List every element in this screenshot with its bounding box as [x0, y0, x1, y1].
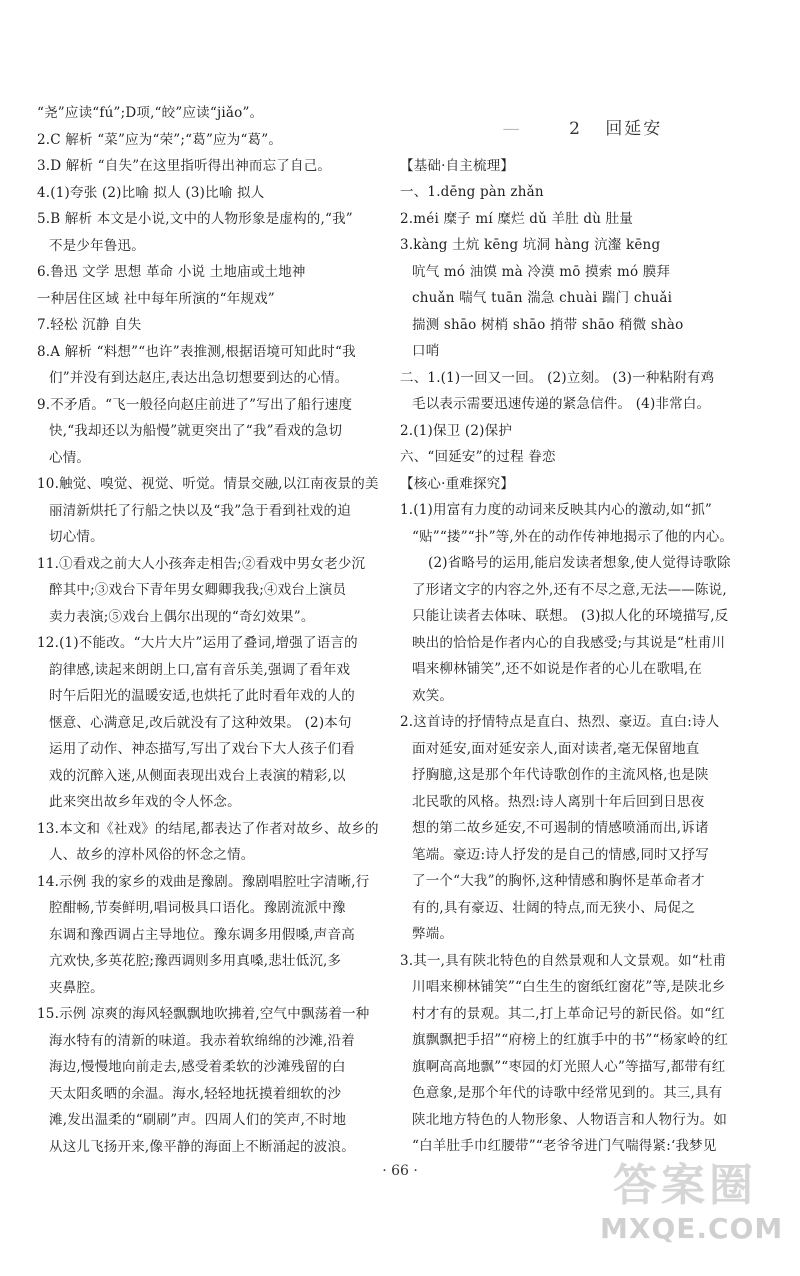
answer-line: 运用了动作、神态描写,写出了戏台下大人孩子们看 — [49, 741, 355, 757]
answer-line: 二、1.(1)一回又一回。 (2)立刻。 (3)一种粘附有鸡 — [400, 369, 715, 386]
page-number: · 66 · — [382, 1163, 418, 1179]
answer-line: 3.D 解析 “自失”在这里指听得出神而忘了自己。 — [37, 158, 332, 174]
answer-line: 4.(1)夸张 (2)比喻 拟人 (3)比喻 拟人 — [37, 184, 265, 201]
section-heading: 【核心·重难探究】 — [400, 475, 515, 492]
lesson-title-text: 回延安 — [605, 119, 663, 139]
answer-line: 2.C 解析 “菜”应为“荣”;“葛”应为“葛”。 — [37, 131, 283, 148]
answer-line: 有的,具有豪迈、壮阔的特点,而无狭小、局促之 — [412, 899, 695, 916]
answer-line: 海边,慢慢地向前走去,感受着柔软的沙滩残留的白 — [49, 1059, 346, 1075]
answer-line: 们”并没有到达赵庄,表达出急切想要到达的心情。 — [49, 370, 349, 386]
answer-line: 毛以表示需要迅速传递的紧急信件。 (4)非常白。 — [412, 396, 711, 412]
answer-line: 夹鼻腔。 — [49, 979, 104, 996]
answer-line: 3.kàng 土炕 kēng 坑洞 hàng 沆瀣 kēng — [400, 237, 661, 253]
answer-line: 吭气 mó 油馍 mà 冷漠 mō 摸索 mó 膜拜 — [412, 263, 671, 280]
answer-line: 快,“我却还以为船慢”就更突出了“我”看戏的急切 — [49, 423, 343, 439]
answer-line: “尧”应读“fú”;D项,“皎”应读“jiǎo”。 — [37, 105, 264, 121]
answer-line: 此来突出故乡年戏的令人怀念。 — [49, 794, 241, 810]
answer-line: 口哨 — [412, 343, 440, 359]
answer-line: chuǎn 喘气 tuān 湍急 chuài 踹门 chuǎi — [412, 290, 673, 306]
right-column — [400, 100, 765, 1160]
watermark — [600, 1146, 784, 1256]
answer-line: 北民歌的风格。热烈:诗人离别十年后回到日思夜 — [412, 793, 705, 810]
answer-line: 10.触觉、嗅觉、视觉、听觉。情景交融,以江南夜景的美 — [37, 476, 379, 492]
answer-line: 时午后阳光的温暖安适,也烘托了此时看年戏的人的 — [49, 688, 355, 704]
answer-line: 韵律感,读起来朗朗上口,富有音乐美,强调了看年戏 — [49, 661, 351, 678]
answer-line: 2.méi 糜子 mí 糜烂 dǔ 羊肚 dù 肚量 — [400, 210, 634, 227]
watermark-text: MXQE.COM — [600, 1212, 784, 1245]
answer-line: 2.(1)保卫 (2)保护 — [400, 422, 513, 439]
answer-line: 9.不矛盾。“飞一般径向赵庄前进了”写出了船行速度 — [37, 396, 353, 413]
answer-line: 村才有的景观。其二,打上革命记号的新民俗。如“红 — [412, 1005, 725, 1022]
answer-line: 12.(1)不能改。“大片大片”运用了叠词,增强了语言的 — [37, 635, 358, 651]
answer-line: 东调和豫西调占主导地位。豫东调多用假嗓,声音高 — [49, 926, 355, 943]
answer-line: 天太阳炙晒的余温。海水,轻轻地抚摸着细软的沙 — [49, 1085, 342, 1102]
lesson-number: 2 — [569, 119, 582, 139]
answer-line: 3.其一,具有陕北特色的自然景观和人文景观。如“杜甫 — [400, 952, 727, 969]
watermark-logo: 答案圈 — [613, 1160, 757, 1211]
answer-line: 映出的恰恰是作者内心的自我感受;与其说是“杜甫川 — [412, 634, 726, 651]
answer-line: 了一个“大我”的胸怀,这种情感和胸怀是革命者才 — [412, 873, 705, 889]
answer-line: 15.示例 凉爽的海风轻飘飘地吹拂着,空气中飘荡着一种 — [37, 1006, 370, 1022]
answer-line: 人、故乡的淳朴风俗的怀念之情。 — [49, 847, 255, 863]
answer-line: “贴”“搂”“扑”等,外在的动作传神地揭示了他的内心。 — [412, 528, 734, 545]
answer-line: 13.本文和《社戏》的结尾,都表达了作者对故乡、故乡的 — [37, 820, 379, 837]
answer-line: 丽清新烘托了行船之快以及“我”急于看到社戏的迫 — [49, 502, 351, 519]
answer-line: “白羊肚手巾红腰带”“老爷爷进门气喘得紧:‘我梦见 — [412, 1138, 717, 1154]
answer-line: 卖力表演;⑤戏台上偶尔出现的“奇幻效果”。 — [49, 608, 315, 625]
answer-line: 不是少年鲁迅。 — [49, 237, 145, 254]
answer-line: 了形诸文字的内容之外,还有不尽之意,无法——陈说, — [412, 581, 727, 598]
answer-line: 色意象,是那个年代的诗歌中经常见到的。其三,具有 — [412, 1085, 723, 1101]
section-heading: 【基础·自主梳理】 — [400, 157, 515, 174]
answer-line: 面对延安,面对延安亲人,面对读者,毫无保留地直 — [412, 740, 700, 757]
answer-line: 想的第二故乡延安,不可遏制的情感喷涌而出,诉诸 — [412, 820, 709, 836]
answer-line: 一种居住区域 社中每年所演的“年规戏” — [37, 290, 275, 307]
answer-line: 1.(1)用富有力度的动词来反映其内心的激动,如“抓” — [400, 502, 712, 518]
answer-line: 戏的沉醉入迷,从侧面表现出戏台上表演的精彩,以 — [49, 767, 346, 784]
answer-line: 海水特有的清新的味道。我赤着软绵绵的沙滩,沿着 — [49, 1032, 355, 1049]
answer-line: 5.B 解析 本文是小说,文中的人物形象是虚构的,“我” — [37, 211, 353, 227]
answer-line: 6.鲁迅 文学 思想 革命 小说 土地庙或土地神 — [37, 264, 306, 280]
answer-line: 陕北地方特色的人物形象、人物语言和人物行为。如 — [412, 1111, 728, 1128]
answer-line: 欢笑。 — [412, 687, 454, 704]
answer-line: 从这儿飞扬开来,像平静的海面上不断涌起的波浪。 — [49, 1138, 355, 1155]
answer-line: 14.示例 我的家乡的戏曲是豫剧。豫剧唱腔吐字清晰,行 — [37, 873, 370, 890]
answer-line: 川唱来柳林铺笑”“白生生的窗纸红窗花”等,是陕北乡 — [412, 979, 726, 995]
answer-line: 六、“回延安”的过程 眷恋 — [400, 449, 556, 465]
answer-line: 7.轻松 沉静 自失 — [37, 317, 142, 333]
answer-line: 揣测 shāo 树梢 shāo 捎带 shāo 稍微 shào — [412, 316, 684, 333]
answer-line: 旗飘飘把手招”“府榜上的红旗手中的书”“杨家岭的红 — [412, 1032, 729, 1048]
lesson-title — [400, 116, 765, 143]
answer-line: 笔端。豪迈:诗人抒发的是自己的情感,同时又抒写 — [412, 846, 709, 863]
answer-line: 切心情。 — [49, 529, 104, 545]
answer-line: 只能让读者去体味、联想。 (3)拟人化的环境描写,反 — [412, 608, 729, 624]
title-dash: — — [502, 119, 522, 139]
answer-line: 旗啊高高地飘”“枣园的灯光照人心”等描写,都带有红 — [412, 1058, 726, 1075]
answer-line: 亢欢快,多英花腔;豫西调则多用真嗓,悲壮低沉,多 — [49, 953, 342, 969]
answer-line: 弊端。 — [412, 926, 454, 942]
answer-line: (2)省略号的运用,能启发读者想象,使人觉得诗歌除 — [428, 555, 731, 571]
answer-line: 一、1.dēng pàn zhǎn — [400, 184, 544, 200]
answer-line: 8.A 解析 “料想”“也许”表推测,根据语境可知此时“我 — [37, 343, 356, 360]
left-column — [37, 100, 402, 1160]
answer-line: 滩,发出温柔的“刷刷”声。四周人们的笑声,不时地 — [49, 1112, 347, 1128]
answer-line: 唱来柳林铺笑”,还不如说是作者的心儿在歌唱,在 — [412, 661, 703, 677]
answer-line: 抒胸臆,这是那个年代诗歌创作的主流风格,也是陕 — [412, 767, 709, 783]
answer-line: 腔酣畅,节奏鲜明,唱词极具口语化。豫剧流派中豫 — [49, 900, 346, 916]
answer-line: 2.这首诗的抒情特点是直白、热烈、豪迈。直白:诗人 — [400, 714, 720, 730]
answer-line: 惬意、心满意足,改后就没有了这种效果。 (2)本句 — [49, 714, 352, 731]
answer-line: 心情。 — [49, 449, 91, 466]
answer-line: 醉其中;③戏台下青年男女卿卿我我;④戏台上演员 — [49, 582, 347, 598]
answer-line: 11.①看戏之前大人小孩奔走相告;②看戏中男女老少沉 — [37, 555, 366, 572]
